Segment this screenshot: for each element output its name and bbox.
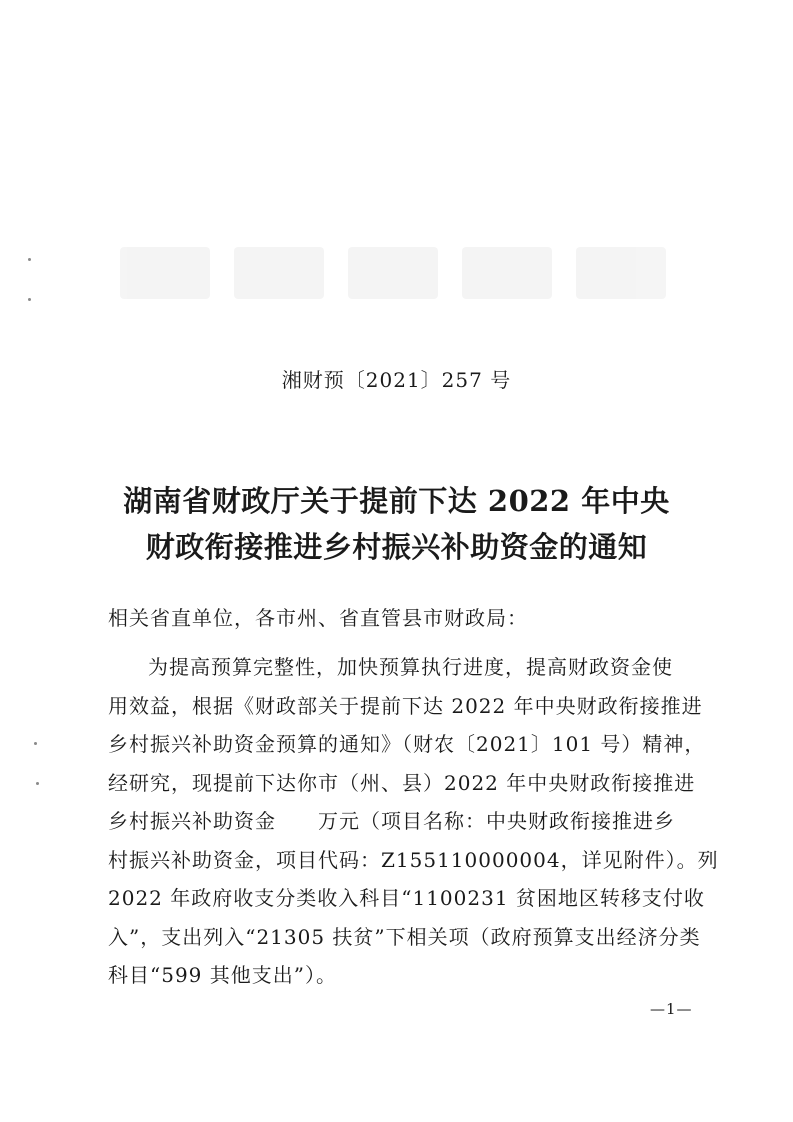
body-line: 用效益，根据《财政部关于提前下达 2022 年中央财政衔接推进	[108, 693, 703, 718]
body-line: 科目“599 其他支出”）。	[108, 963, 337, 987]
scan-speck	[34, 742, 37, 745]
letterhead-mark	[462, 247, 552, 299]
scan-speck	[36, 782, 39, 785]
document-title	[0, 478, 793, 570]
scan-speck	[28, 298, 31, 301]
body-line: 经研究，现提前下达你市（州、县）2022 年中央财政衔接推进	[108, 770, 696, 795]
letterhead-mark	[120, 247, 210, 299]
body-line: 入”，支出列入“21305 扶贫”下相关项（政府预算支出经济分类	[108, 924, 701, 949]
letterhead-mark	[348, 247, 438, 299]
body-text	[108, 648, 719, 995]
scan-speck	[28, 258, 31, 261]
page-number: —1—	[650, 1000, 693, 1018]
body-line: 2022 年政府收支分类收入科目“1100231 贫困地区转移支付收	[108, 886, 705, 910]
document-number: 湘财预〔2021〕257 号	[281, 368, 512, 392]
letterhead-mark	[576, 247, 666, 299]
recipient-line: 相关省直单位，各市州、省直管县市财政局：	[108, 606, 528, 630]
letterhead-mark	[234, 247, 324, 299]
body-line: 村振兴补助资金，项目代码：Z155110000004，详见附件）。列	[108, 847, 719, 872]
title-line: 湖南省财政厅关于提前下达 2022 年中央	[123, 484, 670, 518]
title-line: 财政衔接推进乡村振兴补助资金的通知	[145, 530, 648, 564]
body-line: 乡村振兴补助资金预算的通知》（财农〔2021〕101 号）精神，	[108, 732, 706, 756]
body-line: 为提高预算完整性，加快预算执行进度，提高财政资金使	[148, 655, 673, 679]
faded-letterhead	[120, 238, 680, 308]
body-line: 乡村振兴补助资金 万元（项目名称：中央财政衔接推进乡	[108, 809, 675, 833]
